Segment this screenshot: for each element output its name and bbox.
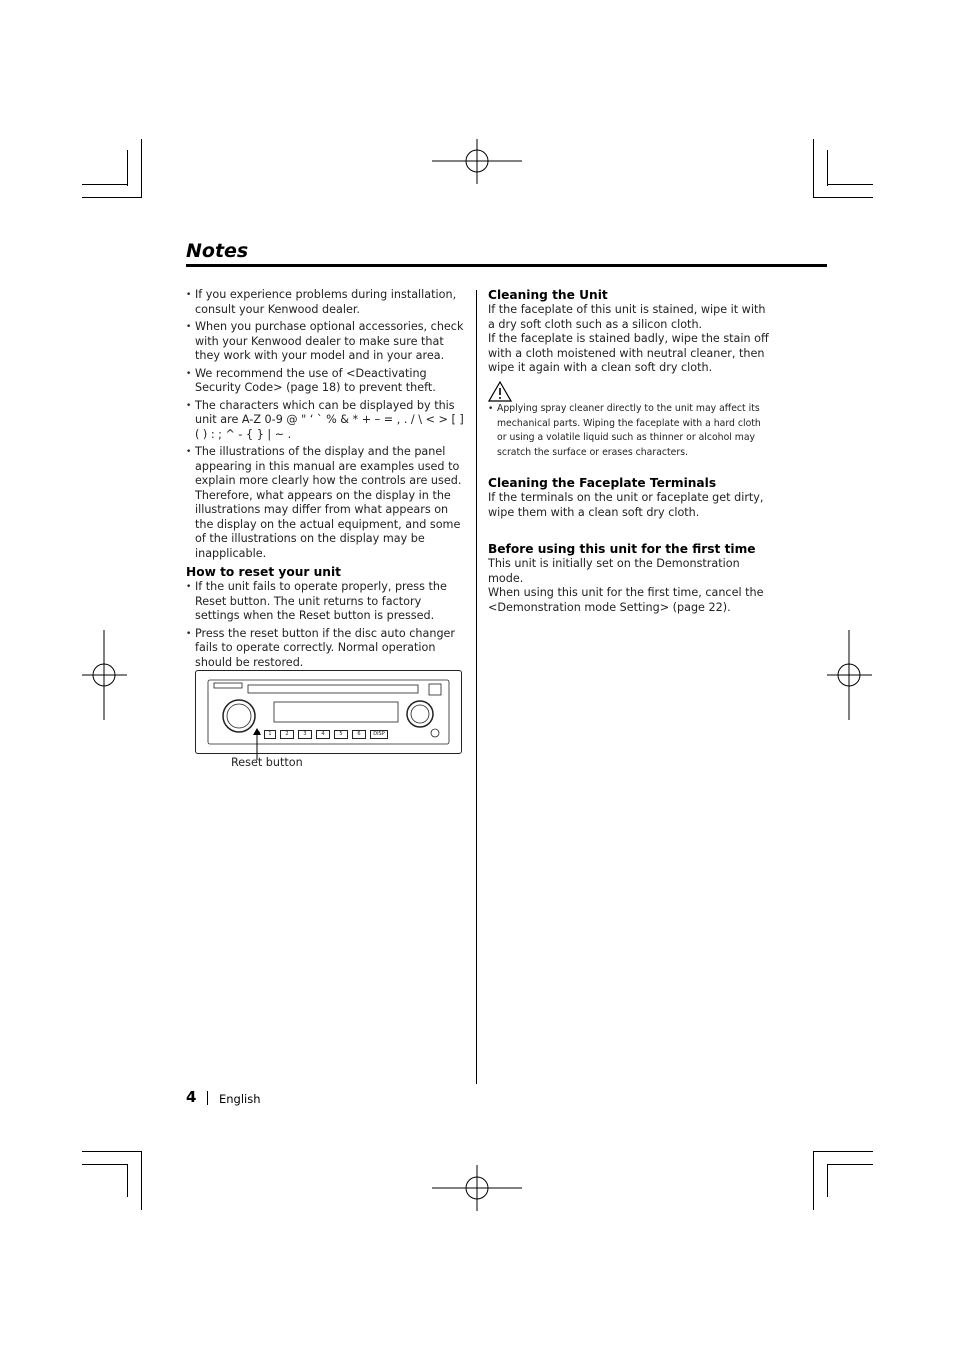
notes-list [186,288,468,561]
cleaning-unit-heading: Cleaning the Unit [488,288,608,302]
cleaning-unit-body: If the faceplate of this unit is stained, wipe it with a dry soft cloth such as a silicon cloth. If the faceplate is stained badly, wipe the stain off with a cloth moistened with neutral cleaner, then wipe it again with a clean soft dry cloth. [488,303,769,374]
first-time-section [488,542,773,615]
list-item: • Press the reset button if the disc auto changer fails to operate correctly. Normal operation should be restored. [186,627,468,671]
faceplate-terminals-section [488,476,773,520]
list-item: • Applying spray cleaner directly to the unit may affect its mechanical parts. Wiping the faceplate with a hard cloth or using a volatile liquid such as thinner or alcohol may scratch the surface or erases characters. [488,402,773,460]
list-item: • The characters which can be displayed by this unit are A-Z 0-9 @ " ‘ ` % & * + – = , . / \ < > [ ] ( ) : ; ^ - { } | ~ . [186,399,468,443]
caution-section [488,402,773,463]
figure-caption: Reset button [231,756,303,769]
column-divider [476,290,477,1084]
preset-button: 6 [352,730,366,739]
left-column [186,288,468,564]
list-item: • The illustrations of the display and the panel appearing in this manual are examples used to explain more clearly how the controls are used. Therefore, what appears on the display in the illustrations may differ from what appears on the display on the actual equipment, and some of the illustrations on the display may be inapplicable. [186,445,468,561]
page-title: Notes [186,240,249,262]
reset-section [186,565,468,673]
preset-button: 1 [264,730,276,739]
preset-button: 4 [316,730,330,739]
preset-buttons [264,730,388,739]
cleaning-unit-section [488,288,773,376]
preset-button: DISP [370,730,388,739]
footer-divider [207,1091,208,1105]
reset-list [186,580,468,670]
preset-button: 2 [280,730,294,739]
list-item: • If the unit fails to operate properly, press the Reset button. The unit returns to factory settings when the Reset button is pressed. [186,580,468,624]
footer-language: English [219,1092,261,1106]
first-time-body: This unit is initially set on the Demonstration mode. When using this unit for the first time, cancel the <Demonstration mode Setting> (page 22). [488,557,764,614]
car-stereo-illustration [195,670,462,754]
list-item: • When you purchase optional accessories, check with your Kenwood dealer to make sure that they work with your model and in your area. [186,320,468,364]
first-time-heading: Before using this unit for the first time [488,542,756,556]
faceplate-terminals-body: If the terminals on the unit or faceplate get dirty, wipe them with a clean soft dry cloth. [488,491,764,519]
list-item: • If you experience problems during installation, consult your Kenwood dealer. [186,288,468,317]
faceplate-drawing [196,671,461,753]
page-number: 4 [186,1088,197,1106]
faceplate-terminals-heading: Cleaning the Faceplate Terminals [488,476,717,490]
preset-button: 3 [298,730,312,739]
preset-button: 5 [334,730,348,739]
list-item: • We recommend the use of <Deactivating Security Code> (page 18) to prevent theft. [186,367,468,396]
warning-triangle-icon [488,381,512,402]
reset-heading: How to reset your unit [186,565,341,579]
title-rule [186,264,827,267]
caution-list [488,402,773,460]
